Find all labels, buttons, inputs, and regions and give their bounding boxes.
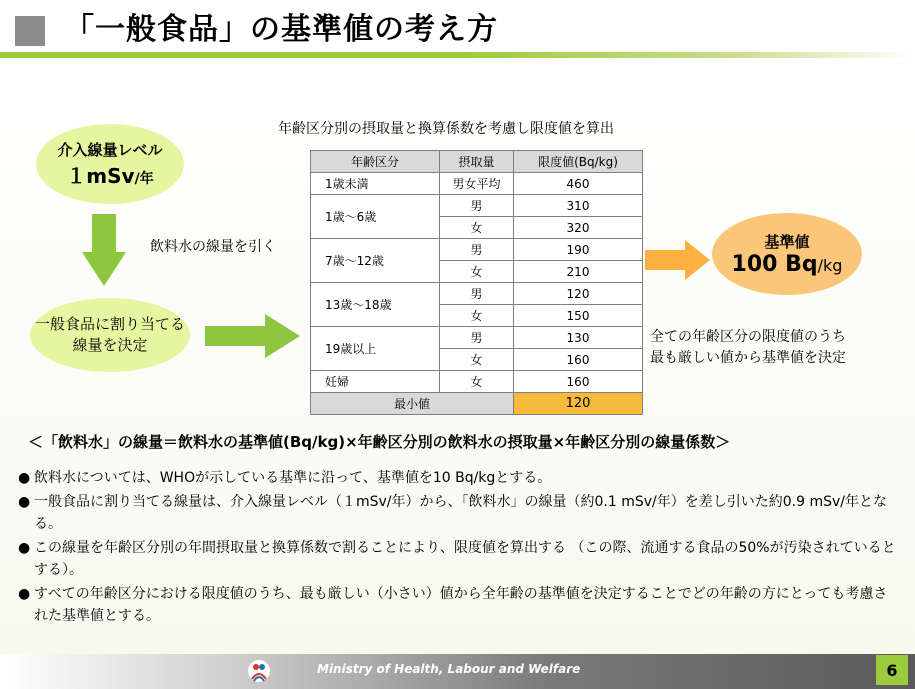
list-item [18,583,898,627]
bullet-dot-icon: ● [18,470,31,486]
bullet-dot-icon: ● [18,540,31,556]
page-number: 6 [876,655,908,685]
limit-cell: 160 [514,371,643,393]
intake-cell: 男 [440,327,514,349]
min-label-cell: 最小値 [311,393,514,415]
standard-unit: /kg [817,256,843,275]
age-cell: 1歳～6歳 [311,195,440,239]
footer-org-name: Ministry of Health, Labour and Welfare [317,662,581,676]
bullet-text: すべての年齢区分における限度値のうち、最も厳しい（小さい）値から全年齢の基準値を決定することでどの年齢の方にとっても考慮された基準値とする。 [34,586,888,624]
intake-cell: 女 [440,305,514,327]
table-row [311,327,643,349]
limit-table [310,150,643,415]
strictest-note [650,327,846,369]
intake-cell: 男 [440,239,514,261]
table-row [311,239,643,261]
dose-value: １mSv [66,164,135,188]
min-value-cell: 120 [514,393,643,415]
down-arrow-icon [82,214,126,286]
limit-cell: 190 [514,239,643,261]
dose-unit: /年 [134,171,154,187]
standard-value-ellipse [712,213,862,295]
table-row [311,371,643,393]
ministry-logo-icon [247,659,271,683]
title-square-icon [15,16,45,46]
list-item [18,467,898,489]
table-caption: 年齢区分別の摂取量と換算係数を考慮し限度値を算出 [278,121,614,137]
age-cell: 7歳～12歳 [311,239,440,283]
intake-cell: 女 [440,217,514,239]
dose-value-line [66,160,153,189]
header-age: 年齢区分 [311,151,440,173]
alloc-line1: 一般食品に割り当てる [34,315,185,333]
limit-cell: 210 [514,261,643,283]
bullet-dot-icon: ● [18,494,31,510]
standard-value: 100 Bq [731,252,818,277]
table-row [311,173,643,195]
food-allocation-ellipse [30,298,190,372]
limit-cell: 460 [514,173,643,195]
intake-cell: 女 [440,349,514,371]
header-limit: 限度値(Bq/kg) [514,151,643,173]
subtract-water-note: 飲料水の線量を引く [150,239,276,255]
standard-value-line [732,252,843,277]
table-row [311,195,643,217]
table-row [311,283,643,305]
formula-text: ＜「飲料水」の線量＝飲料水の基準値(Bq/kg)×年齢区分別の飲料水の摂取量×年齢区分別の線量係数＞ [28,433,731,451]
limit-cell: 160 [514,349,643,371]
table-header-row [311,151,643,173]
intake-cell: 男 [440,195,514,217]
bullet-list [18,467,898,629]
limit-cell: 150 [514,305,643,327]
slide-title: 「一般食品」の基準値の考え方 [64,12,498,47]
dose-label: 介入線量レベル [57,141,163,159]
age-cell: 妊婦 [311,371,440,393]
intake-cell: 男 [440,283,514,305]
right-arrow-green-icon [205,314,300,358]
intake-cell: 男女平均 [440,173,514,195]
limit-cell: 310 [514,195,643,217]
list-item [18,537,898,581]
title-underline [0,52,915,58]
header-intake: 摂取量 [440,151,514,173]
bullet-text: 飲料水については、WHOが示している基準に沿って、基準値を10 Bq/kgとする。 [34,470,552,486]
intake-cell: 女 [440,261,514,283]
list-item [18,491,898,535]
intervention-dose-ellipse [36,124,184,204]
limit-cell: 120 [514,283,643,305]
right-arrow-orange-icon [645,240,710,280]
age-cell: 13歳～18歳 [311,283,440,327]
strictest-line1: 全ての年齢区分の限度値のうち [650,329,846,345]
age-cell: 1歳未満 [311,173,440,195]
table-min-row [311,393,643,415]
alloc-line2: 線量を決定 [72,336,148,354]
strictest-line2: 最も厳しい値から基準値を決定 [650,350,846,366]
bullet-dot-icon: ● [18,586,31,602]
limit-cell: 320 [514,217,643,239]
bullet-text: 一般食品に割り当てる線量は、介入線量レベル（１mSv/年）から、「飲料水」の線量（約0.1 mSv/年）を差し引いた約0.9 mSv/年となる。 [34,494,888,532]
limit-cell: 130 [514,327,643,349]
standard-label: 基準値 [764,233,810,251]
intake-cell: 女 [440,371,514,393]
bullet-text: この線量を年齢区分別の年間摂取量と換算係数で割ることにより、限度値を算出する （この際、流通する食品の50%が汚染されているとする）。 [34,540,896,578]
age-cell: 19歳以上 [311,327,440,371]
